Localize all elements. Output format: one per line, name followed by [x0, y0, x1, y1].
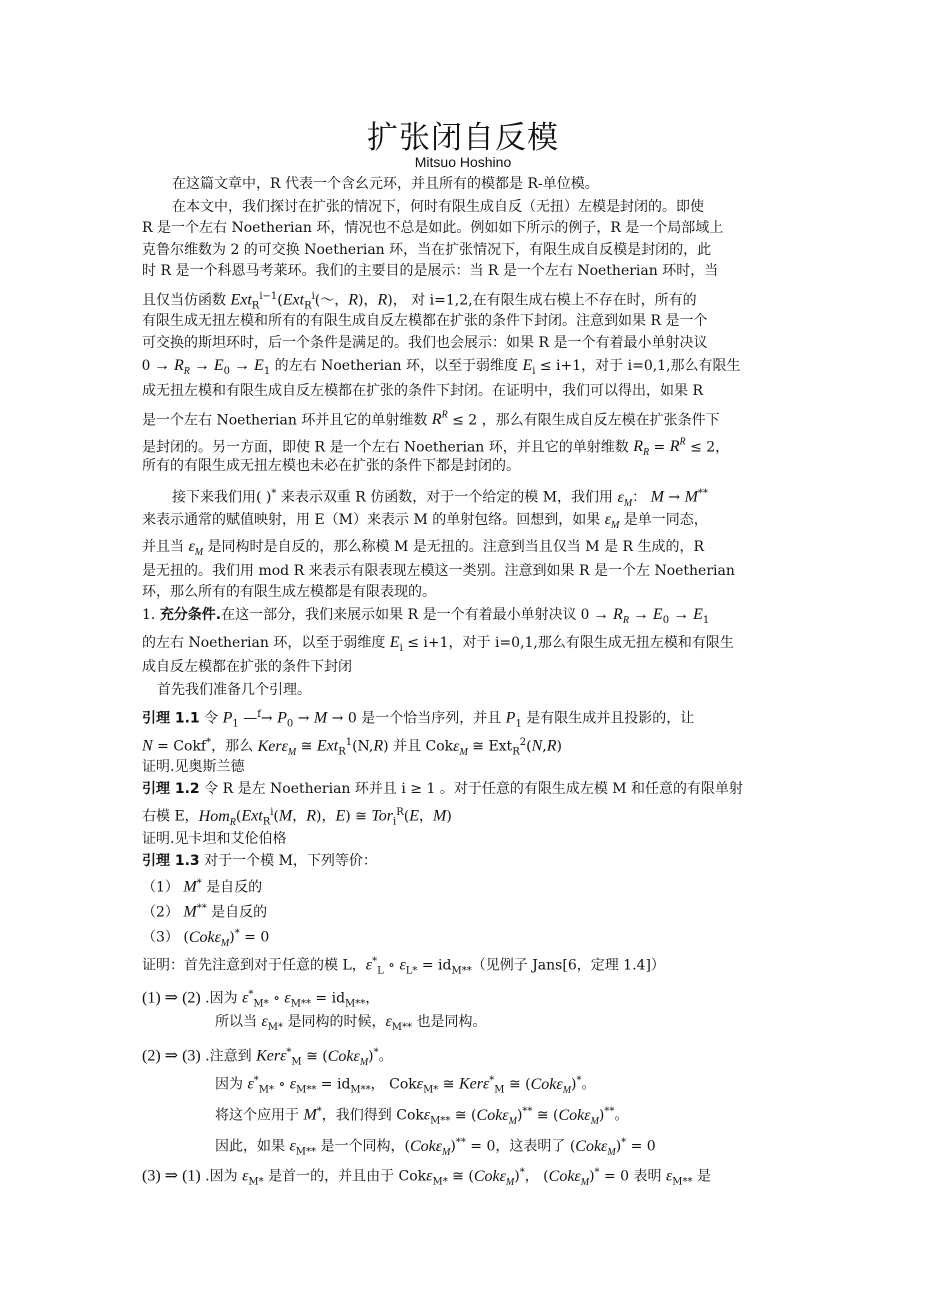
text-line: 成无扭左模和有限生成自反左模都在扩张的条件下封闭。在证明中，我们可以得出，如果 R [142, 383, 703, 399]
text-line: 将这个应用于 M*，我们得到 Cokε$_{M**}$ ≅ (Cokε$_M$)** ≅ (Cokε$_M$)**。 [215, 1106, 629, 1127]
text-line: 来表示通常的赋值映射，用 E（M）来表示 M 的单射包络。回想到，如果 $\varepsilon_M$ 是单一同态， [142, 511, 708, 532]
text-line: （2） M** 是自反的 [142, 903, 268, 921]
text-line: (3) ⇒ (1) .因为 $\varepsilon_{M*}$ 是首一的，并且由于 Cokε$_{M*}$ ≅ (Cokε$_M$)*， (Cokε$_M$)* = 0 表明 $\varepsilon_{M**}$ 是 [142, 1167, 711, 1188]
text-line: R 是一个左右 Noetherian 环，情况也不总是如此。例如如下所示的例子，R 是一个局部域上 [142, 220, 724, 236]
section-heading: 1. 充分条件.在这一部分，我们来展示如果 R 是一个有着最小单射决议 $0 \to R_R \to E_0 \to E_1$ [142, 606, 710, 627]
text-line: 成自反左模都在扩张的条件下封闭 [142, 659, 352, 675]
text-line: 证明.见卡坦和艾伦伯格 [142, 831, 287, 847]
text-line: 接下来我们用( )* 来表示双重 R 仿函数，对于一个给定的模 M，我们用 $\varepsilon_M$： M → M** [172, 488, 708, 509]
text-line: 是一个左右 Noetherian 环并且它的单射维数 $R^R \le 2$ ，那么有限生成自反左模在扩张条件下 [142, 410, 720, 429]
text-line: 时 R 是一个科恩马考莱环。我们的主要目的是展示：当 R 是一个左右 Noetherian 环时，当 [142, 263, 719, 279]
text-line: (1) ⇒ (2) .因为 $\varepsilon^*_{M*}$ ∘ $\varepsilon_{M**} = id_{M**}$， [142, 989, 380, 1010]
text-line: 首先我们准备几个引理。 [157, 682, 311, 698]
text-line: 有限生成无扭左模和所有的有限生成自反左模都在扩张的条件下封闭。注意到如果 R 是一个 [142, 313, 708, 329]
lemma-heading: 引理 1.3 对于一个模 M，下列等价： [142, 853, 377, 869]
lemma-heading: 引理 1.1 令 $P_1$ —$^f$→ $P_0 \to M \to 0$ 是一个恰当序列，并且 $P_1$ 是有限生成并且投影的，让 [142, 709, 695, 730]
text-line: 所以当 $\varepsilon_{M*}$ 是同构的时候，$\varepsilon_{M**}$ 也是同构。 [215, 1013, 487, 1033]
text-line: 且仅当仿函数 Ext$_R^{i-1}$(Ext$_R^i$(～，R)，R)， 对 i=1,2,在有限生成右模上不存在时，所有的 [142, 291, 697, 312]
text-line: （1） M* 是自反的 [142, 878, 263, 896]
text-line: 环，那么所有的有限生成左模都是有限表现的。 [142, 584, 436, 600]
text-line: 右模 E，Hom$_R$(Ext$_R^i$(M，R)，E) ≅ Tor$_i^R$(E，M) [142, 807, 452, 828]
text-line: 的左右 Noetherian 环，以至于弱维度 $E_i \le i+1$，对于 i=0,1,那么有限生成无扭左模和有限生 [142, 634, 734, 654]
text-line: 证明：首先注意到对于任意的模 L，$\varepsilon^*_L$ ∘ $\varepsilon_{L*} = id_{M**}$（见例子 Jans[6，定理 1.4]） [142, 956, 665, 977]
text-line: (2) ⇒ (3) .注意到 Kerε*$_M$ ≅ (Cokε$_M$)*。 [142, 1047, 393, 1068]
text-line: 是无扭的。我们用 mod R 来表示有限表现左模这一类别。注意到如果 R 是一个左 Noetherian [142, 563, 735, 579]
author-name: Mitsuo Hoshino [414, 154, 512, 170]
text-line: 可交换的斯坦环时，后一个条件是满足的。我们也会展示：如果 R 是一个有着最小单射决议 [142, 335, 708, 351]
lemma-heading: 引理 1.2 令 R 是左 Noetherian 环并且 i ≥ 1 。对于任意的有限生成左模 M 和任意的有限单射 [142, 781, 744, 797]
text-line: （3） (Cokε$_M$)* = 0 [142, 928, 270, 949]
text-line: 是封闭的。另一方面，即使 R 是一个左右 Noetherian 环，并且它的单射维数 $R_R = R^R \le 2$， [142, 437, 730, 459]
text-line: 在这篇文章中，R 代表一个含幺元环，并且所有的模都是 R-单位模。 [172, 176, 599, 192]
text-line: 证明.见奥斯兰德 [142, 759, 245, 775]
text-line: 所有的有限生成无扭左模也未必在扩张的条件下都是封闭的。 [142, 458, 520, 474]
text-line: 在本文中，我们探讨在扩张的情况下，何时有限生成自反（无扭）左模是封闭的。即使 [172, 199, 704, 215]
text-line: 并且当 $\varepsilon_M$ 是同构时是自反的，那么称模 M 是无扭的。注意到当且仅当 M 是 R 生成的，R [142, 538, 705, 559]
text-line: 因此，如果 $\varepsilon_{M**}$ 是一个同构，(Cokε$_M$)** = 0，这表明了 (Cokε$_M$)* = 0 [215, 1137, 656, 1158]
text-line: N = Cokf*，那么 Kerε$_M$ ≅ Ext$_R^1$(N,R) 并且 Cokε$_M$ ≅ Ext$_R^2$(N,R) [142, 737, 562, 758]
paper-title: 扩张闭自反模 [367, 120, 559, 156]
text-line: 因为 $\varepsilon^*_{M*}$ ∘ $\varepsilon_{M**} = id_{M**}$， Cokε$_{M*}$ ≅ Kerε*$_M$ ≅ (Cokε$_M$)*。 [215, 1075, 596, 1096]
text-line: $0 \to R_R \to E_0 \to E_1$ 的左右 Noetherian 环，以至于弱维度 $E_i \le i+1$，对于 i=0,1,那么有限生 [142, 357, 741, 378]
text-line: 克鲁尔维数为 2 的可交换 Noetherian 环，当在扩张情况下，有限生成自反模是封闭的，此 [142, 242, 712, 258]
